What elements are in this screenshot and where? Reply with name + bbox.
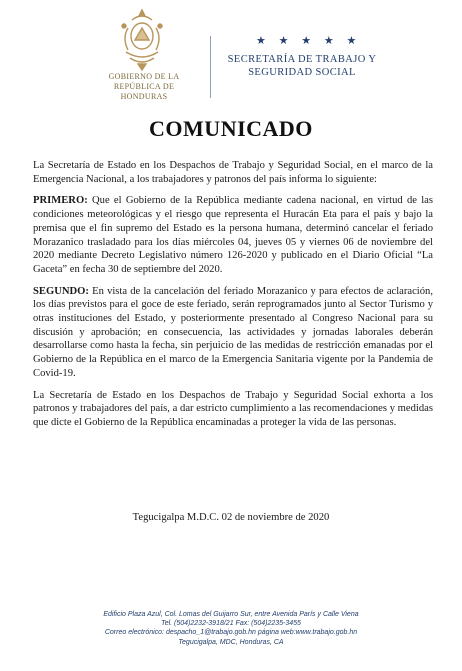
footer-address: Edificio Plaza Azul, Col. Lomas del Guijarro Sur, entre Avenida París y Calle Viena	[103, 611, 359, 618]
star-icon: ★	[346, 35, 362, 47]
segundo-paragraph	[33, 285, 433, 381]
footer-phone: Tel. (504)2232-3918/21 Fax: (504)2235-3455	[161, 620, 301, 628]
star-icon: ★	[301, 35, 317, 47]
document-body	[33, 159, 433, 438]
document-title: COMUNICADO	[149, 116, 313, 141]
segundo-label: SEGUNDO:	[33, 285, 89, 297]
star-icon: ★	[278, 35, 294, 47]
date-signoff: Tegucigalpa M.D.C. 02 de noviembre de 2020	[132, 512, 330, 523]
honduras-coat-of-arms-icon	[118, 6, 166, 72]
header-divider	[210, 36, 211, 98]
government-name	[96, 72, 192, 102]
primero-paragraph	[33, 194, 433, 276]
ministry-name	[222, 53, 382, 79]
star-icon: ★	[256, 35, 271, 47]
intro-paragraph: La Secretaría de Estado en los Despachos de Trabajo y Seguridad Social, en el marco de la Emergencia Nacional, a los trabajadores y patronos del país informa lo siguiente:	[33, 160, 433, 185]
segundo-text: En vista de la cancelación del feriado Morazanico y para efectos de aclaración, los días previstos para el goce de este feriado, serán reprogramados junto al Sector Turismo y otras instituciones del Estado, y posteriormente presentado al Congreso Nacional para su discusión y aprobación; en consecuencia, las actividades y jornadas laborales deberán desarrollarse como hasta la fecha, sin perjuicio de las medidas de restricción emanadas por el Gobierno de la República en el marco de la Emergencia Sanitaria vigente por la Pandemia de Covid-19.	[33, 285, 433, 379]
footer-email-web: Correo electrónico: despacho_1@trabajo.gob.hn página web:www.trabajo.gob.hn	[104, 629, 358, 637]
primero-text: Que el Gobierno de la República mediante cadena nacional, en virtud de las condiciones meteorológicas y el riesgo que representa el Huracán Eta para el país y bajo la premisa que el fin supremo del Estado es la persona humana, determinó cancelar el feriado Morazanico trasladado para los días miércoles 04, jueves 05 y viernes 06 de noviembre del 2020 mediante Decreto Legislativo número 126-2020 y publicado en el Diario Oficial “La Gaceta” en fecha 30 de septiembre del 2020.	[33, 195, 433, 275]
letterhead	[0, 0, 462, 110]
stars-row	[256, 34, 361, 47]
gov-line-1: GOBIERNO DE LA	[108, 72, 180, 81]
primero-label: PRIMERO:	[33, 195, 88, 207]
ministry-line-1: SECRETARÍA DE TRABAJO Y	[227, 54, 377, 65]
ministry-line-2: SEGURIDAD SOCIAL	[248, 67, 356, 78]
gov-line-2: REPÚBLICA DE HONDURAS	[113, 82, 175, 101]
footer-city: Tegucigalpa, MDC, Honduras, CA	[178, 638, 284, 646]
star-icon: ★	[323, 35, 339, 47]
closing-paragraph: La Secretaría de Estado en los Despachos de Trabajo y Seguridad Social exhorta a los patronos y trabajadores del país, a dar estricto cumplimiento a las recomendaciones y medidas que dicte el Gobierno de la República encaminadas a proteger la vida de las personas.	[33, 389, 433, 428]
footer-contact	[40, 610, 422, 647]
